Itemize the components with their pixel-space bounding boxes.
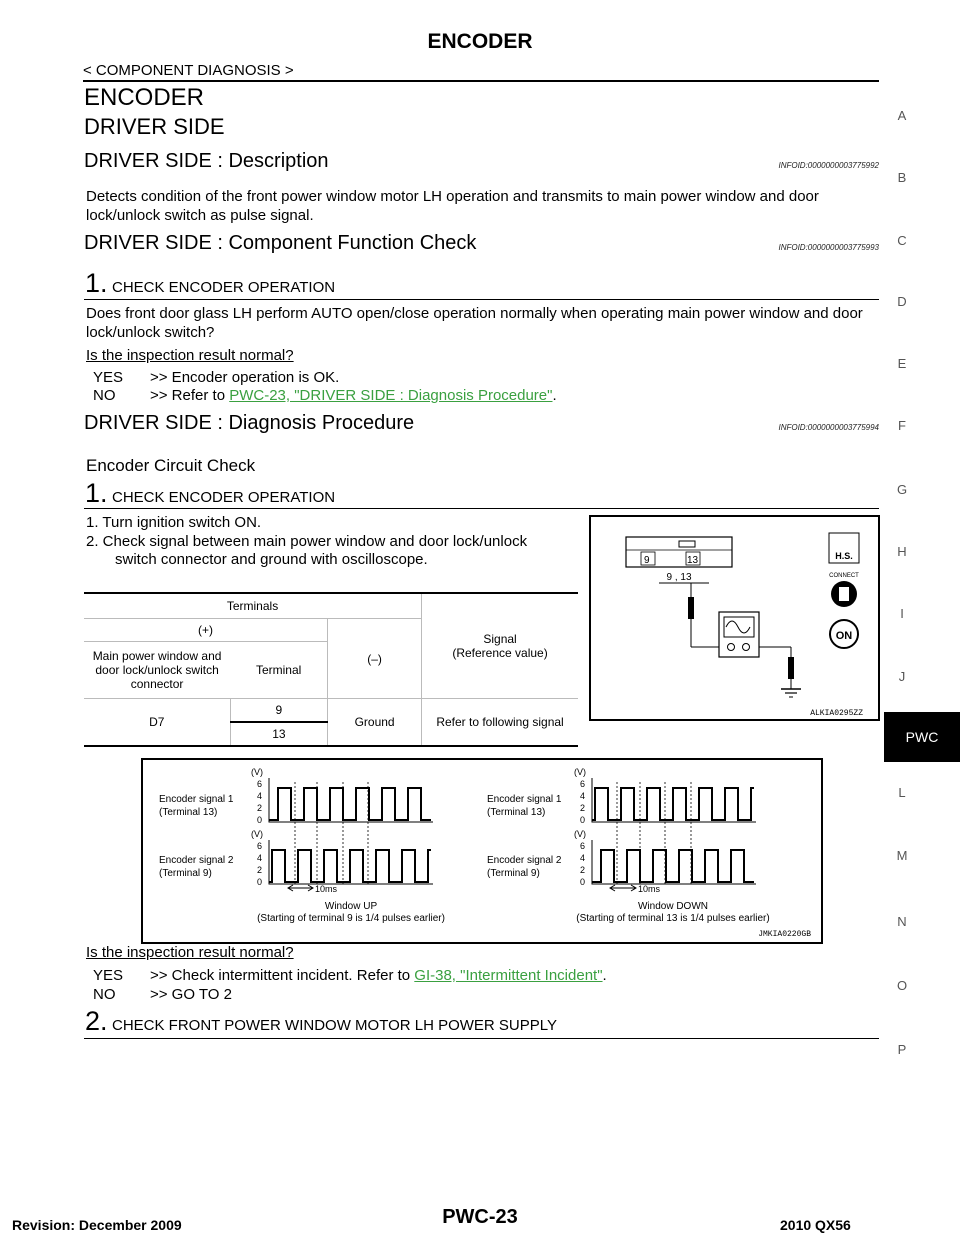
instruction-2-cont: switch connector and ground with oscilloscope. <box>115 551 428 568</box>
no-suffix: . <box>552 387 557 404</box>
right-waveforms <box>592 778 756 891</box>
pin-9-label: 9 <box>644 555 650 566</box>
tick-0: 0 <box>257 877 263 887</box>
function-check-infoid: INFOID:0000000003775993 <box>778 243 879 252</box>
description-heading: DRIVER SIDE : Description <box>84 150 329 172</box>
function-check-question: Does front door glass LH perform AUTO open/close operation normally when operating main power window and door lock/unlock switch? <box>86 305 863 341</box>
volt-unit: (V) <box>574 829 586 839</box>
yes-text: >> Encoder operation is OK. <box>150 369 340 386</box>
probe-tip <box>688 597 694 619</box>
volt-unit: (V) <box>574 767 586 777</box>
index-tab-n[interactable]: N <box>897 914 907 929</box>
terminal-header: Terminal <box>230 642 327 699</box>
tick-6: 6 <box>580 779 586 789</box>
index-tab-b[interactable]: B <box>897 170 907 185</box>
tick-0: 0 <box>580 877 586 887</box>
tick-4: 4 <box>580 853 586 863</box>
index-tab-j[interactable]: J <box>898 669 906 684</box>
breadcrumb: < COMPONENT DIAGNOSIS > <box>83 62 294 79</box>
index-tab-d[interactable]: D <box>897 294 907 309</box>
signal1-label: Encoder signal 1 <box>487 794 562 805</box>
ground-cell: Ground <box>328 699 422 747</box>
ground-probe <box>788 657 794 679</box>
diagnosis-infoid: INFOID:0000000003775994 <box>778 423 879 432</box>
sine-wave-icon <box>726 621 750 633</box>
tick-4: 4 <box>257 853 263 863</box>
index-tab-h[interactable]: H <box>897 544 907 559</box>
volt-unit: (V) <box>251 767 263 777</box>
step-title: CHECK FRONT POWER WINDOW MOTOR LH POWER SUPPLY <box>111 1017 558 1034</box>
tick-0: 0 <box>580 815 586 825</box>
revision-label: Revision: December 2009 <box>12 1217 182 1233</box>
pin-13-label: 13 <box>687 555 699 566</box>
section-title: DRIVER SIDE <box>84 114 225 139</box>
tick-0: 0 <box>257 815 263 825</box>
description-text: Detects condition of the front power window motor LH operation and transmits to main power window and door lock/unlock switch as pulse signal. <box>86 188 819 224</box>
intermittent-incident-link[interactable]: GI-38, "Intermittent Incident" <box>414 967 603 984</box>
left-caption: Window UP <box>324 901 378 912</box>
right-note: (Starting of terminal 13 is 1/4 pulses earlier) <box>576 913 770 924</box>
figure-code: JMKIA0220GB <box>758 930 811 939</box>
signal1-wave <box>592 788 754 820</box>
description-infoid: INFOID:0000000003775992 <box>778 161 879 170</box>
yes-label: YES <box>93 369 124 386</box>
index-tab-g[interactable]: G <box>896 482 908 497</box>
time-label: 10ms <box>638 884 661 894</box>
tick-2: 2 <box>257 865 263 875</box>
time-span-arrow <box>288 885 313 891</box>
plus-header: (+) <box>84 619 328 642</box>
connector-cell: D7 <box>84 699 230 747</box>
waveform-figure <box>141 758 823 944</box>
step-title: CHECK ENCODER OPERATION <box>111 279 336 296</box>
connector-latch <box>679 541 695 547</box>
left-note: (Starting of terminal 9 is 1/4 pulses earlier) <box>257 913 445 924</box>
signal2-terminal: (Terminal 9) <box>487 868 540 879</box>
no-label: NO <box>93 387 116 404</box>
tick-4: 4 <box>580 791 586 801</box>
index-tab-l[interactable]: L <box>898 785 906 800</box>
header-rule <box>83 80 879 82</box>
model-label: 2010 QX56 <box>780 1217 851 1233</box>
diagnosis-heading: DRIVER SIDE : Diagnosis Procedure <box>84 412 415 434</box>
right-caption: Window DOWN <box>637 901 709 912</box>
page-number: PWC-23 <box>442 1206 518 1228</box>
figure-code: ALKIA0295ZZ <box>810 709 863 718</box>
signal1-label: Encoder signal 1 <box>159 794 234 805</box>
tick-6: 6 <box>257 779 263 789</box>
diagnosis-step-2 <box>85 1008 557 1035</box>
oscilloscope-icon <box>719 612 759 657</box>
signal2-label: Encoder signal 2 <box>159 855 234 866</box>
no-row <box>150 386 557 405</box>
step-rule <box>84 508 879 509</box>
page-title: ENCODER <box>84 84 205 111</box>
index-tab-e[interactable]: E <box>897 356 907 371</box>
step-number: 1. <box>85 268 108 298</box>
hs-label: H.S. <box>835 551 853 561</box>
connector-diagram <box>591 517 878 719</box>
terminal-cell-9: 9 <box>230 699 327 722</box>
on-label: ON <box>835 630 853 642</box>
terminal-table <box>84 592 578 747</box>
no-text: >> Refer to <box>150 387 230 404</box>
left-waveforms <box>269 778 433 891</box>
pins-label: 9 , 13 <box>666 572 692 583</box>
no-text: >> GO TO 2 <box>150 986 232 1003</box>
signal1-terminal: (Terminal 13) <box>159 807 218 818</box>
inspection-question: Is the inspection result normal? <box>86 347 294 364</box>
index-tab-f[interactable]: F <box>898 418 906 433</box>
signal1-terminal: (Terminal 13) <box>487 807 546 818</box>
signal2-label: Encoder signal 2 <box>487 855 562 866</box>
index-tab-o[interactable]: O <box>896 978 908 993</box>
step-rule <box>84 299 879 300</box>
diagnosis-subheading: Encoder Circuit Check <box>86 456 256 475</box>
inspection-question: Is the inspection result normal? <box>86 944 294 961</box>
connect-label: CONNECT <box>829 573 859 579</box>
index-tab-i[interactable]: I <box>900 606 904 621</box>
diagnosis-procedure-link[interactable]: PWC-23, "DRIVER SIDE : Diagnosis Procedure" <box>229 387 553 404</box>
connector-header: Main power window and door lock/unlock switch connector <box>84 642 230 699</box>
time-span-arrow <box>610 885 636 891</box>
yes-row <box>150 966 607 985</box>
step-title: CHECK ENCODER OPERATION <box>111 489 336 506</box>
signal-cell: Refer to following signal <box>422 699 578 747</box>
time-label: 10ms <box>315 884 338 894</box>
signal2-wave <box>269 850 431 882</box>
function-check-heading: DRIVER SIDE : Component Function Check <box>84 232 477 254</box>
index-tab-c[interactable]: C <box>897 233 907 248</box>
terminals-header: Terminals <box>84 593 422 619</box>
yes-label: YES <box>93 967 124 984</box>
signal2-terminal: (Terminal 9) <box>159 868 212 879</box>
tick-2: 2 <box>580 865 586 875</box>
tick-6: 6 <box>257 841 263 851</box>
minus-terminal-icon <box>743 644 750 651</box>
step-number: 1. <box>85 478 108 508</box>
diagnosis-step-1 <box>85 480 335 507</box>
tick-2: 2 <box>257 803 263 813</box>
signal-header: Signal (Reference value) <box>422 593 578 699</box>
instruction-2: 2. Check signal between main power window and door lock/unlock <box>86 533 528 550</box>
function-check-step <box>85 270 335 297</box>
volt-unit: (V) <box>251 829 263 839</box>
index-tab-pwc[interactable]: PWC <box>884 712 960 762</box>
page-header-title: ENCODER <box>427 30 533 53</box>
signal1-wave <box>269 788 431 820</box>
index-tab-p[interactable]: P <box>897 1042 907 1057</box>
step-number: 2. <box>85 1006 108 1036</box>
yes-suffix: . <box>602 967 607 984</box>
no-label: NO <box>93 986 116 1003</box>
signal2-wave <box>592 850 754 882</box>
index-tab-m[interactable]: M <box>896 848 908 863</box>
yes-text: >> Check intermittent incident. Refer to <box>150 967 415 984</box>
plus-terminal-icon <box>728 644 735 651</box>
connect-icon-slot <box>839 587 849 601</box>
tick-2: 2 <box>580 803 586 813</box>
instruction-1: 1. Turn ignition switch ON. <box>86 514 262 531</box>
minus-header: (–) <box>328 619 422 699</box>
connector-figure <box>589 515 880 721</box>
tick-6: 6 <box>580 841 586 851</box>
tick-4: 4 <box>257 791 263 801</box>
step-rule <box>84 1038 879 1039</box>
index-tab-a[interactable]: A <box>897 108 907 123</box>
terminal-cell-13: 13 <box>230 722 327 746</box>
waveform-diagram <box>143 760 821 942</box>
